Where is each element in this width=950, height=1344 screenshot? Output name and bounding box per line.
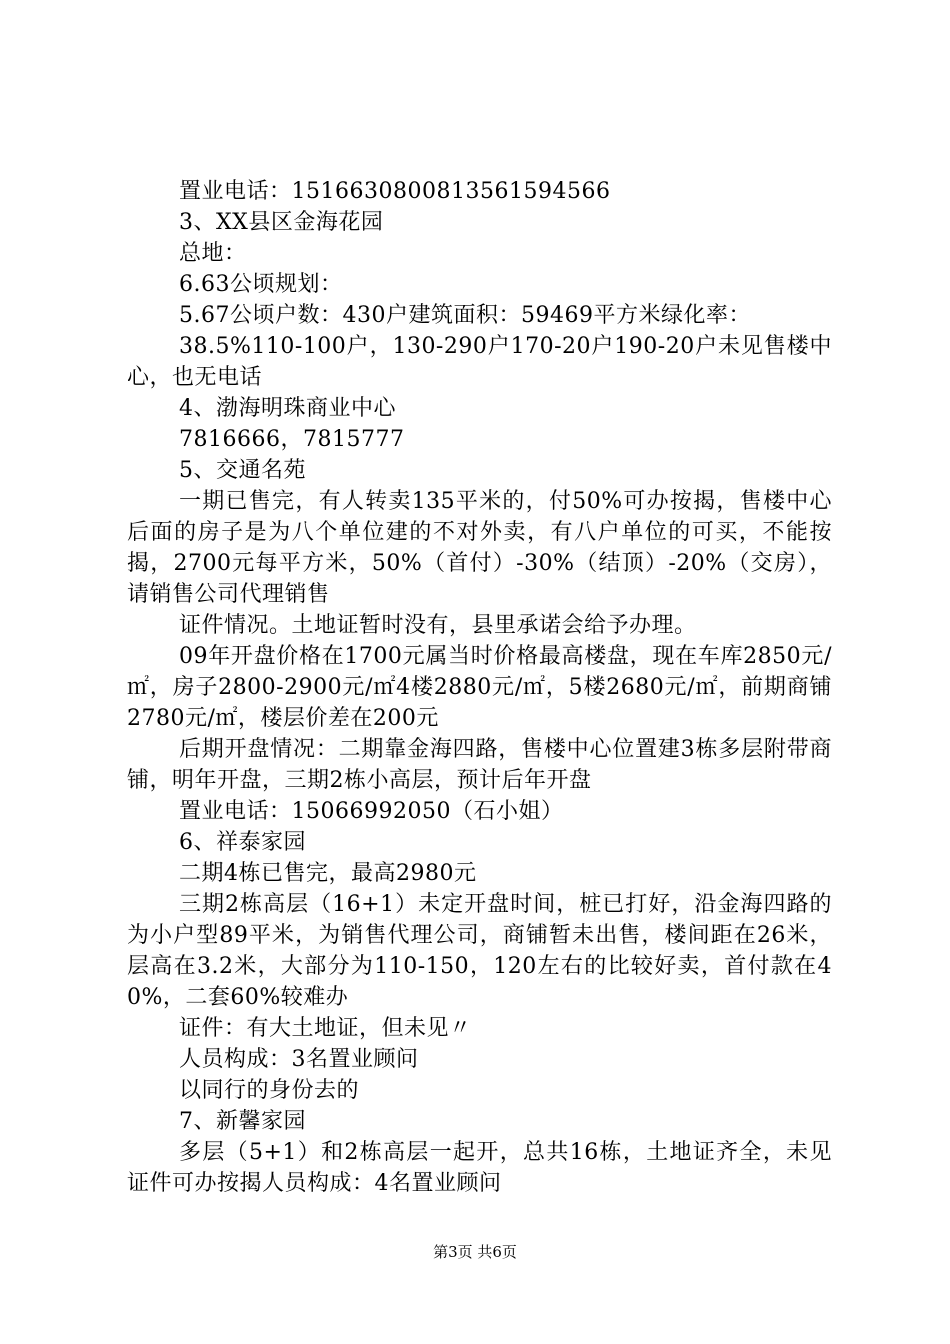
paragraph-certificates: 证件情况。土地证暂时没有，县里承诺会给予办理。: [179, 613, 697, 638]
paragraph-bohai-phones: 7816666，7815777: [179, 427, 405, 452]
paragraph-phone-2: 置业电话：15066992050（石小姐）: [179, 799, 564, 824]
document-body: [127, 176, 832, 1199]
paragraph-identity: 以同行的身份去的: [179, 1078, 360, 1103]
paragraph-staff: 人员构成：3名置业顾问: [179, 1047, 419, 1072]
paragraph-xinxin-details: 多层（5+1）和2栋高层一起开，总共16栋，土地证齐全，未见证件可办按揭人员构成：4名置业顾问: [127, 1140, 832, 1196]
paragraph-phone-1: 置业电话：15166308008135615945​66: [179, 179, 611, 204]
paragraph-phase-two: 二期4栋已售完，最高2980元: [179, 861, 477, 886]
paragraph-households: 5.67公顷户数：430户建筑面积：59469平方米绿化率：: [179, 303, 751, 328]
paragraph-phase-three: 三期2栋高层（16+1）未定开盘时间，桩已打好，沿金海四路的为小户型89平米，为销售代理公司，商铺暂未出售，楼间距在26米，层高在3.2米，大部分为110-150，120左右的比较好卖，首付款在40%，二套60%较难办: [127, 892, 832, 1010]
heading-bohai-pearl: 4、渤海明珠商业中心: [179, 396, 396, 421]
paragraph-unit-mix: 38.5%110-100户，130-290户170-20户190-20户未见售楼中心，也无电话: [127, 334, 832, 390]
paragraph-planning: 6.63公顷规划：: [179, 272, 343, 297]
paragraph-phase-one: 一期已售完，有人转卖135平米的，付50%可办按揭，售楼中心后面的房子是为八个单位建的不对外卖，有八户单位的可买，不能按揭，2700元每平方米，50%（首付）-30%（结顶）-20%（交房），请销售公司代理销售: [127, 489, 832, 607]
paragraph-total-land: 总地：: [179, 241, 247, 266]
paragraph-later-phases: 后期开盘情况：二期靠金海四路，售楼中心位置建3栋多层附带商铺，明年开盘，三期2栋小高层，预计后年开盘: [127, 737, 832, 793]
heading-jinhai-garden: 3、XX县区金海花园: [179, 210, 384, 235]
paragraph-pricing: 09年开盘价格在1700元属当时价格最高楼盘，现在车库2850元/㎡，房子2800-2900元/㎡4楼2880元/㎡，5楼2680元/㎡，前期商铺2780元/㎡，楼层价差在200元: [127, 644, 832, 731]
heading-xinxin-garden: 7、新馨家园: [179, 1109, 306, 1134]
heading-jiaotong-mingyuan: 5、交通名苑: [179, 458, 306, 483]
page-number-footer: 第3页 共6页: [433, 1243, 517, 1261]
heading-xiangtai-garden: 6、祥泰家园: [179, 830, 306, 855]
paragraph-xiangtai-certificates: 证件：有大土地证，但未见〃: [179, 1016, 472, 1041]
